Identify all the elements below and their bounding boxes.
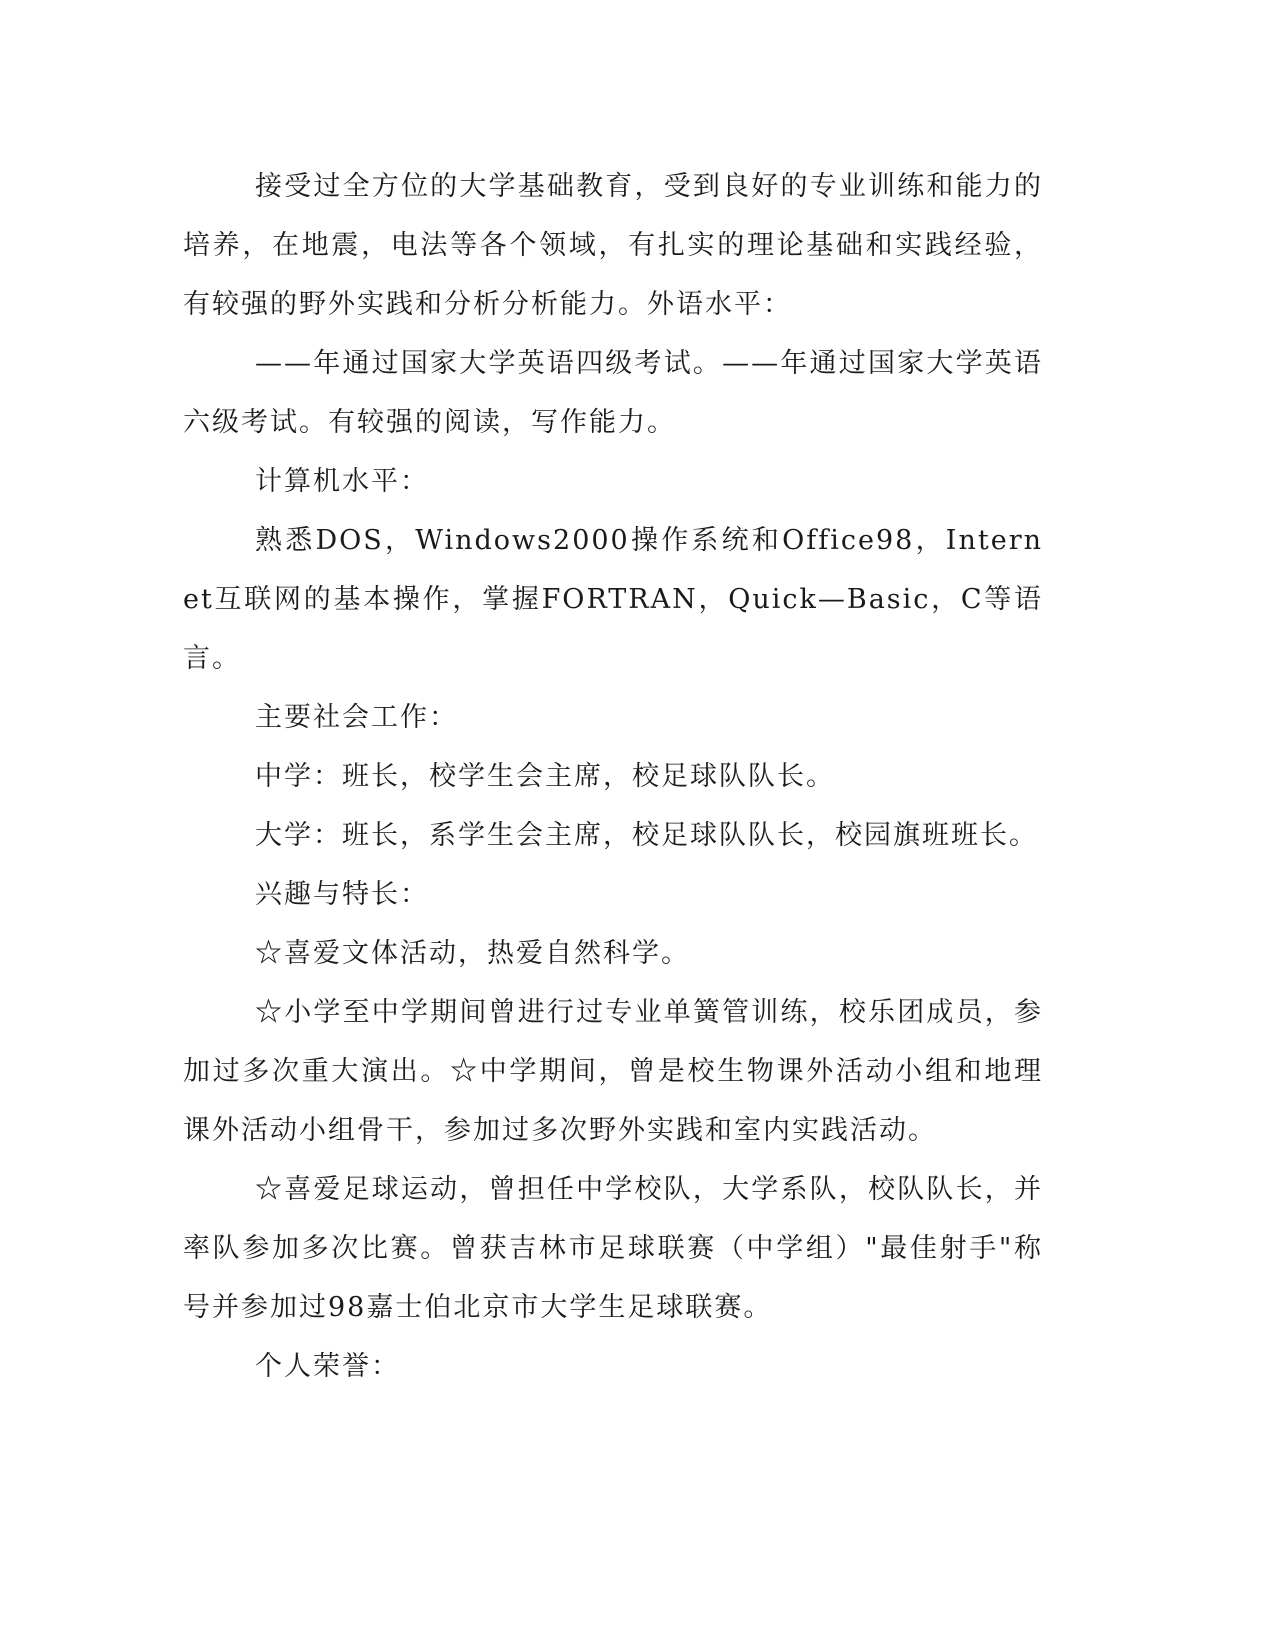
document-body <box>183 157 1043 1396</box>
paragraph-interest-football: ☆喜爱足球运动，曾担任中学校队，大学系队，校队队长，并率队参加多次比赛。曾获吉林市足球联赛（中学组）"最佳射手"称号并参加过98嘉士伯北京市大学生足球联赛。 <box>183 1174 1043 1323</box>
heading-computer-skills: 计算机水平： <box>255 466 429 497</box>
paragraph-interest-sports-science: ☆喜爱文体活动，热爱自然科学。 <box>255 938 690 969</box>
heading-social-work: 主要社会工作： <box>255 702 458 733</box>
paragraph-interest-clarinet: ☆小学至中学期间曾进行过专业单簧管训练，校乐团成员，参加过多次重大演出。☆中学期间，曾是校生物课外活动小组和地理课外活动小组骨干，参加过多次野外实践和室内实践活动。 <box>183 997 1043 1146</box>
paragraph-computer-skills: 熟悉DOS，Windows2000操作系统和Office98，Internet互联网的基本操作，掌握FORTRAN，Quick—Basic，C等语言。 <box>183 525 1043 674</box>
paragraph-university: 大学：班长，系学生会主席，校足球队队长，校园旗班班长。 <box>255 820 1038 851</box>
paragraph-education: 接受过全方位的大学基础教育，受到良好的专业训练和能力的培养，在地震，电法等各个领域，有扎实的理论基础和实践经验，有较强的野外实践和分析分析能力。外语水平： <box>183 171 1043 320</box>
paragraph-middle-school: 中学：班长，校学生会主席，校足球队队长。 <box>255 761 835 792</box>
heading-interests: 兴趣与特长： <box>255 879 429 910</box>
heading-honors: 个人荣誉： <box>255 1351 400 1382</box>
paragraph-english-exams: ——年通过国家大学英语四级考试。——年通过国家大学英语六级考试。有较强的阅读，写作能力。 <box>183 348 1043 438</box>
